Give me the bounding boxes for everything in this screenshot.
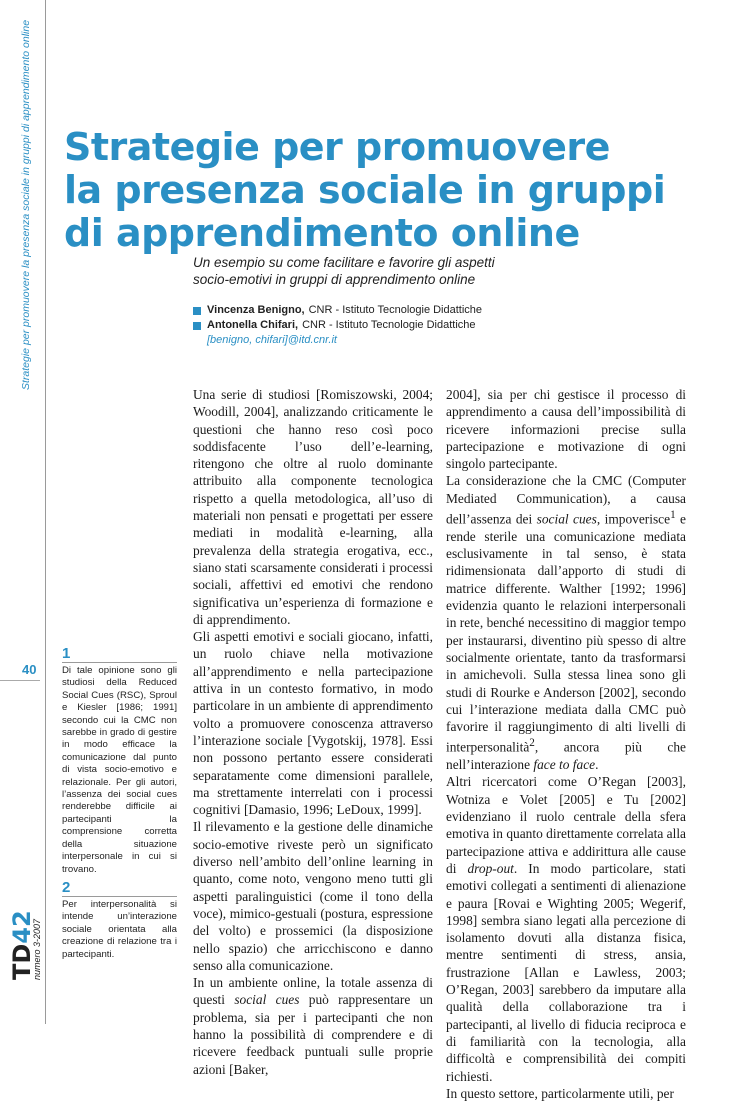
footnote-text: Di tale opinione sono gli studiosi della Reduced Social Cues (RSC), Sproul e Kiesler [1986; 1991] secondo cui la CMC non sarebbe in grado di gestire in modo efficace la comunicazione dal punto di vista socio-emotivo e relazionale. Per gli autori, l’assenza dei social cues renderebbe difficile ai partecipanti la comprensione corretta della situazione interpersonale in cui si trovano. <box>62 665 177 875</box>
journal-badge <box>10 880 40 980</box>
author-row <box>193 318 673 333</box>
footnote-ref[interactable]: 2 <box>529 737 535 750</box>
text-run: , ancora più che nell’interazione <box>446 739 686 773</box>
journal-number: 42 <box>8 910 36 944</box>
square-bullet-icon <box>193 322 201 330</box>
footnote <box>62 880 177 961</box>
subtitle-line: Un esempio su come facilitare e favorire gli aspetti <box>193 255 495 270</box>
text-run: , impoverisce <box>596 511 671 527</box>
title-line: la presenza sociale in gruppi <box>64 168 666 212</box>
emphasis: social cues <box>234 992 300 1008</box>
author-affiliation: CNR - Istituto Tecnologie Didattiche <box>302 319 476 331</box>
page-number: 40 <box>22 662 37 677</box>
paragraph: Una serie di studiosi [Romiszowski, 2004; Woodill, 2004], analizzando criticamente le questioni che hanno reso così poco soddisfacente l’uso dell’e-learning, ritengono che oltre al ruolo dominante attribuito alla componente tecnologica rispetto a quella metodologica, all’uso di materiali non pensati e progettati per essere mediati in modalità e-learning, alla prevalenza della strategia erogativa, ecc., siano stati scarsamente considerati i processi sociali, affettivi ed emotivi che rendono significativa un’esperienza di formazione e di apprendimento. <box>193 387 433 627</box>
footnote-text: Per interpersonalità si intende un’interazione sociale orientata alla creazione di relazione tra i partecipanti. <box>62 898 177 960</box>
paragraph <box>446 472 686 773</box>
author-block <box>193 303 673 348</box>
paragraph: Gli aspetti emotivi e sociali giocano, infatti, un ruolo chiave nella motivazione all’apprendimento e nella partecipazione attiva in un contesto formativo, in modo particolare in un ambiente di apprendimento volto a promuovere conoscenza attraverso l’interazione sociale [Vygotskij, 1978]. Essi non possono pertanto essere considerati separatamente come dimensioni parallele, ma strettamente interrelati con i processi cognitivi [Damasio, 1996; LeDoux, 1999]. <box>193 629 433 818</box>
title-line: Strategie per promuovere <box>64 125 610 169</box>
footnote <box>62 646 177 876</box>
journal-td: TD <box>8 943 36 980</box>
text-run: Altri ricercatori come O’Regan [2003], Wotniza e Volet [2005] e Tu [2002] evidenziano il ruolo centrale della sfera emotiva in quanto direttamente correlata alla partecipazione attiva e addirittura alle cause di <box>446 774 686 876</box>
author-row <box>193 303 673 318</box>
running-head <box>20 19 40 390</box>
paragraph <box>193 974 433 1078</box>
title-line: di apprendimento online <box>64 211 580 255</box>
text-run: può rappresentare un problema, sia per i partecipanti che non hanno la possibilità di comprendere e di ricevere feedback puntuali sulle proprie azioni [Baker, <box>193 992 433 1077</box>
paragraph: 2004], sia per chi gestisce il processo di apprendimento a causa dell’impossibilità di ricevere informazioni precise sulla partecipazione e motivazione di ogni singolo partecipante. <box>446 387 686 472</box>
paragraph <box>446 773 686 1084</box>
text-run: . In modo particolare, stati emotivi collegati a sentimenti di alienazione e paura [Rovai e Wighting 2005; Wegerif, 1998] sembra siano legati alla percezione di isolamento dovuti alla distanza fisica, mentre sentimenti di stress, ansia, frustrazione [Allan e Lawless, 2003; O’Regan, 2003] sarebbero da imputare alla qualità della collaborazione tra i partecipanti, al livello di fiducia reciproca e di familiarità con la tecnologia, alla difficoltà e comprensibilità dei compiti richiesti. <box>446 860 686 1084</box>
footnote-number: 1 <box>62 646 177 663</box>
emphasis: social cues <box>536 511 597 527</box>
author-email-link[interactable]: [benigno, chifari]@itd.cnr.it <box>207 334 337 346</box>
square-bullet-icon <box>193 307 201 315</box>
article-subtitle <box>193 254 673 288</box>
journal-logo <box>10 910 34 980</box>
paragraph: Il rilevamento e la gestione delle dinamiche socio-emotive riveste però un significato diverso nell’ambito dell’online learning in quanto, come noto, vengono meno tutti gli aspetti paralinguistici (come il tono della voce), mimico-gestuali (postura, espressione del volto) e prossemici (la disposizione nello spazio) che arricchiscono e danno senso alla comunicazione. <box>193 819 433 973</box>
footnotes <box>62 646 177 965</box>
author-name: Antonella Chifari, <box>207 319 299 331</box>
text-run: . <box>595 757 599 773</box>
article-title <box>64 126 704 255</box>
author-name: Vincenza Benigno, <box>207 304 305 316</box>
emphasis: drop-out <box>467 860 514 876</box>
footnote-ref[interactable]: 1 <box>670 509 676 522</box>
author-affiliation: CNR - Istituto Tecnologie Didattiche <box>308 304 483 316</box>
paragraph: In questo settore, particolarmente utili, per <box>446 1085 674 1101</box>
body-column-left <box>193 386 433 1078</box>
running-head-text: Strategie per promuovere la presenza sociale in gruppi di apprendimento online <box>20 19 32 390</box>
margin-rule <box>45 0 46 1024</box>
text-run: La considerazione che la CMC (Computer Mediated Communication), a causa dell’assenza dei <box>446 473 686 527</box>
subtitle-line: socio-emotivi in gruppi di apprendimento online <box>193 272 476 287</box>
emphasis: face to face <box>533 757 596 773</box>
text-run: In un ambiente online, la totale assenza di questi <box>193 975 433 1008</box>
journal-issue: numero 3-2007 <box>32 918 42 980</box>
text-run: e rende sterile una comunicazione mediata esclusivamente in tal senso, è stata ridimensionata dall’apporto di studi di matrice differente. Walther [1992; 1996] evidenzia quanto le relazioni interpersonali in rete, benché necessitino di maggior tempo per instaurarsi, diventino più spesso di altre socialmente orientate, tanto da trasformarsi in amichevoli. Sulla stessa linea sono gli studi di Rourke e Anderson [2002], secondo cui l’interazione mediata dalla CMC può favorire il raggiungimento di alti livelli di interpersonalità <box>446 511 687 755</box>
body-column-right <box>446 386 686 1102</box>
footnote-number: 2 <box>62 880 177 897</box>
page-number-rule <box>0 680 40 681</box>
